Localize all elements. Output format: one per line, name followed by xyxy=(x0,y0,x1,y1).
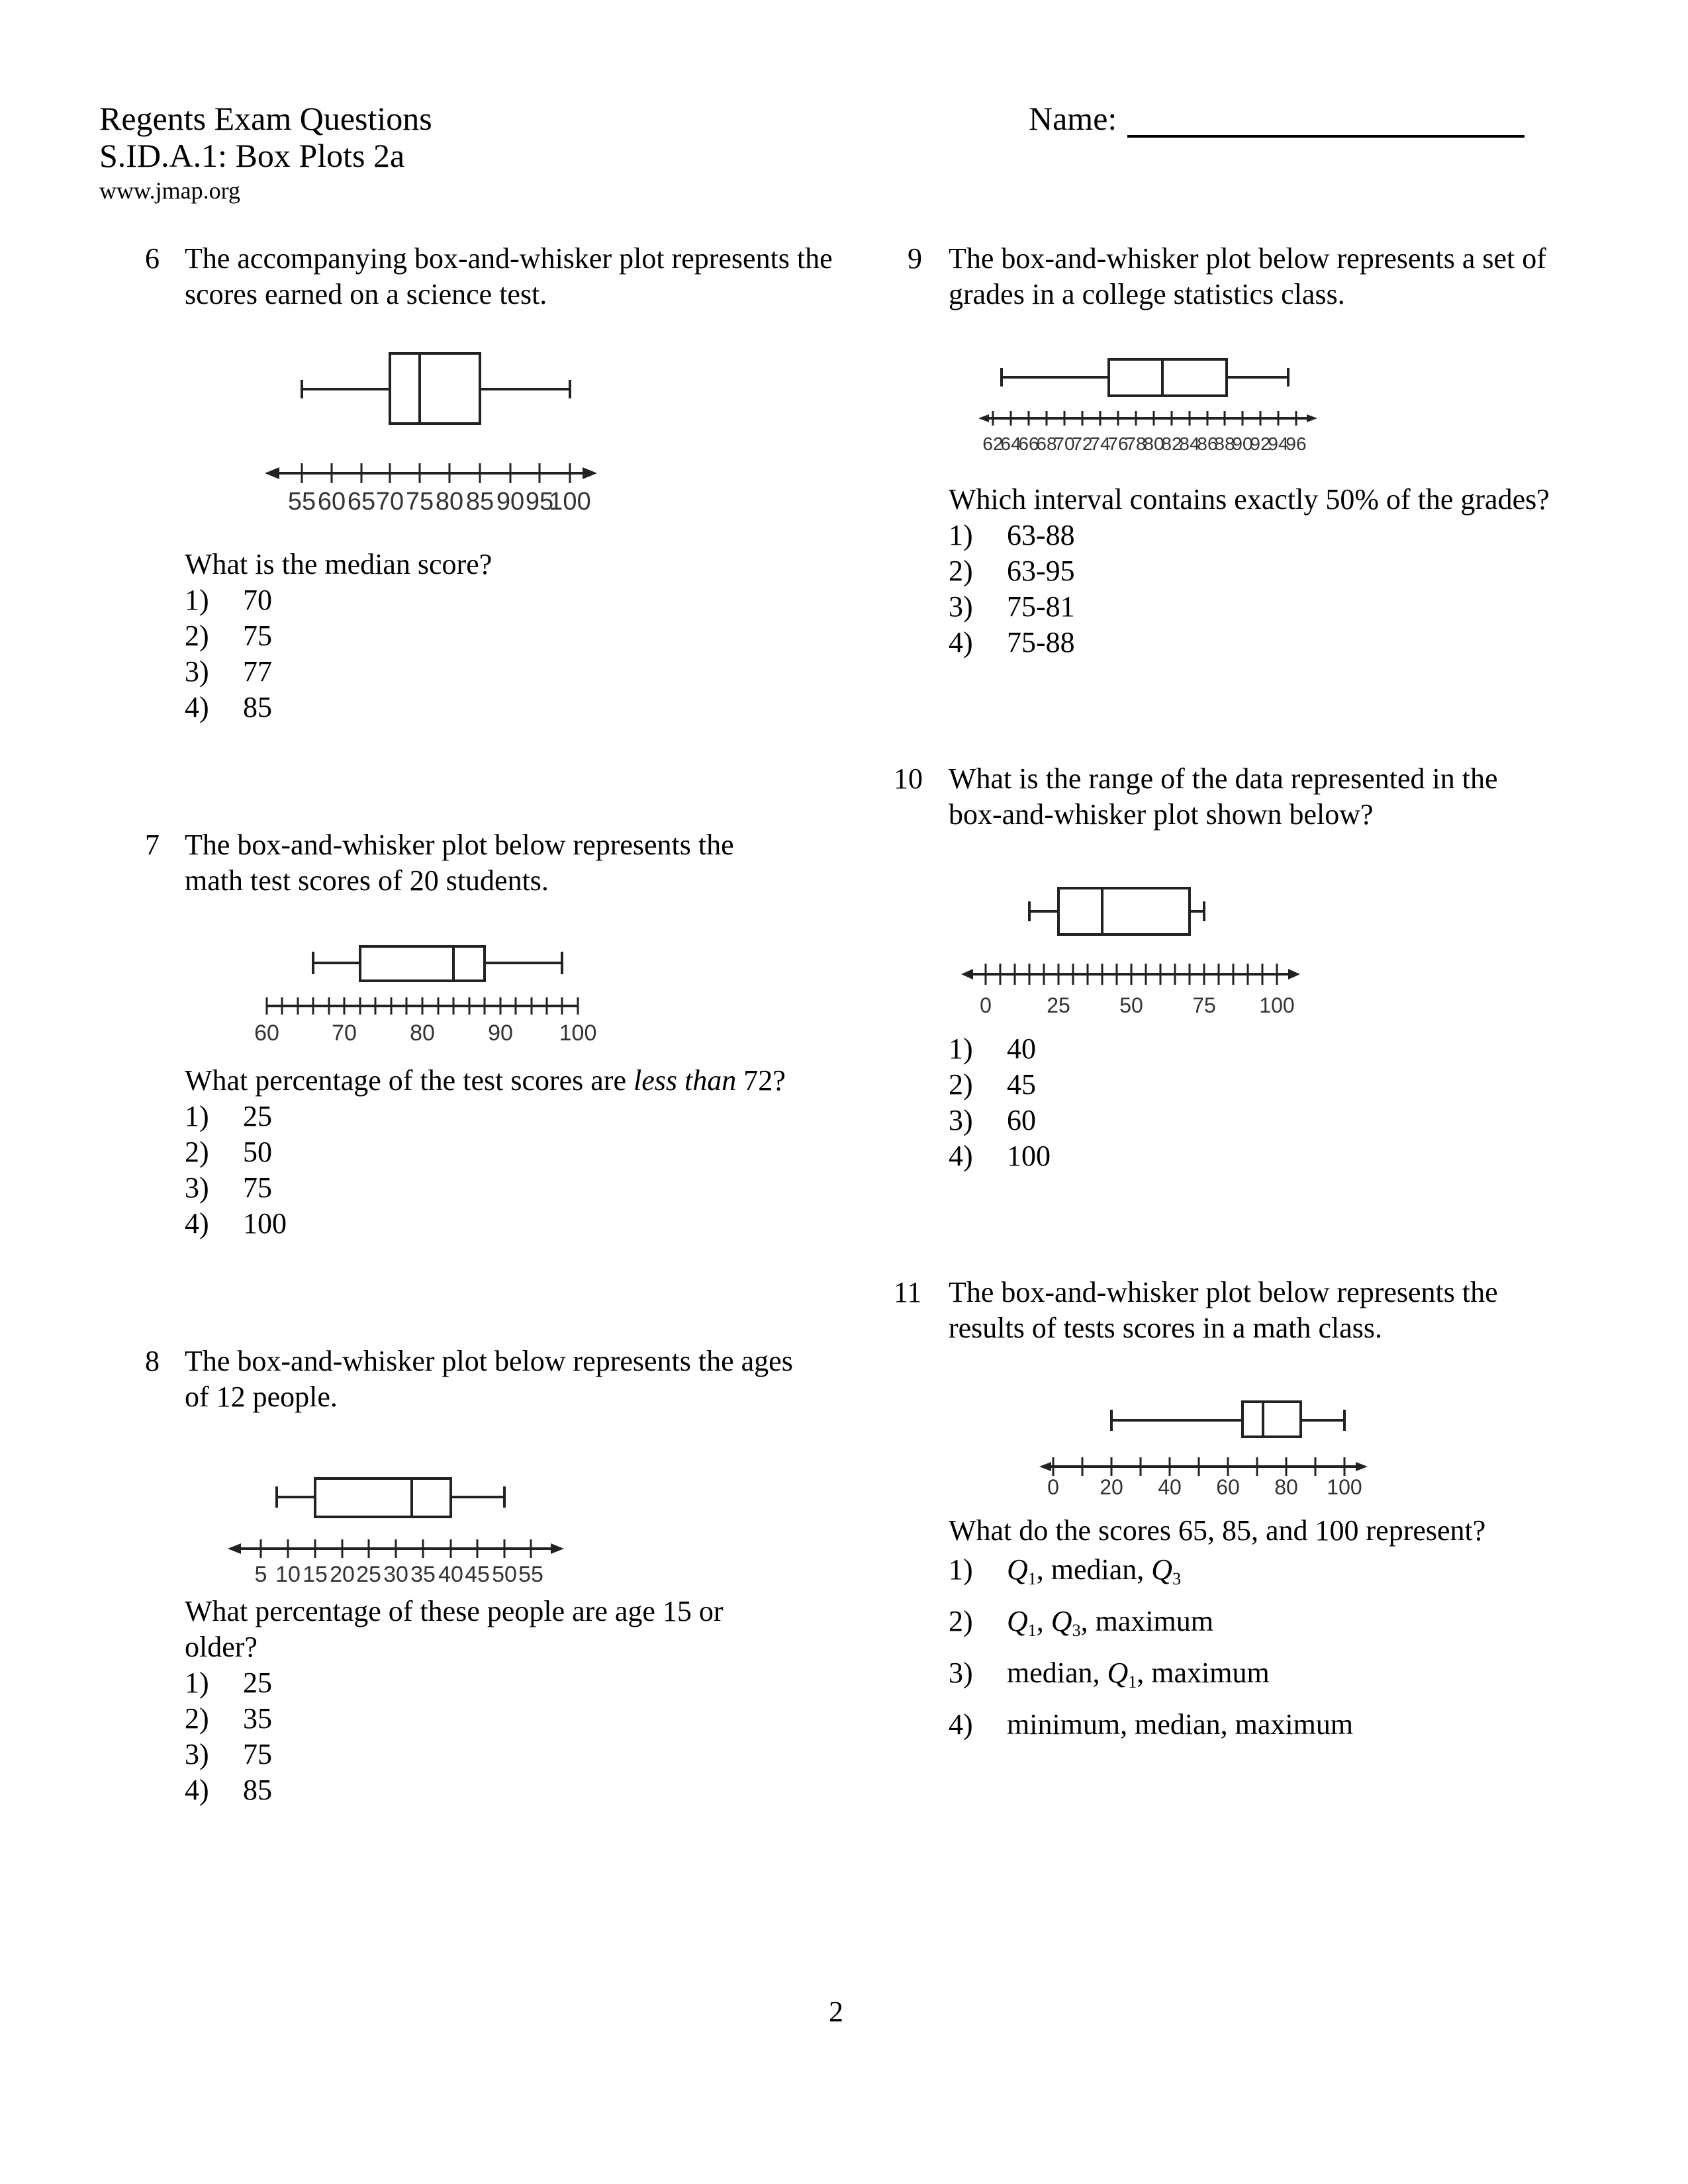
answer-choice[interactable]: 2) 50 xyxy=(185,1136,272,1168)
question-9-choices xyxy=(949,518,1075,660)
svg-text:70: 70 xyxy=(375,488,404,516)
tick-label: 55 xyxy=(287,488,316,516)
svg-text:35: 35 xyxy=(410,1562,436,1587)
question-8-text: The box-and-whisker plot below represents the ages of 12 people. xyxy=(185,1345,793,1413)
svg-text:96: 96 xyxy=(1286,433,1307,454)
svg-text:25: 25 xyxy=(1047,993,1070,1017)
answer-choice[interactable]: 1) 25 xyxy=(185,1100,272,1132)
svg-text:20: 20 xyxy=(330,1562,355,1587)
answer-choice[interactable]: 2) 45 xyxy=(949,1068,1036,1101)
svg-text:10: 10 xyxy=(275,1562,301,1587)
svg-text:25: 25 xyxy=(356,1562,381,1587)
answer-choice[interactable]: 3) median, $Q_1$, maximum xyxy=(949,1657,1270,1692)
svg-text:76: 76 xyxy=(1107,433,1129,454)
svg-text:80: 80 xyxy=(410,1021,435,1046)
answer-choice[interactable]: 3) 75-81 xyxy=(949,590,1075,623)
question-11-choices xyxy=(949,1549,1353,1746)
svg-text:64: 64 xyxy=(1000,433,1021,454)
question-7-box-plot xyxy=(252,933,755,1046)
svg-text:88: 88 xyxy=(1214,433,1235,454)
question-8-number: 8 xyxy=(145,1345,160,1377)
name-label: Name: xyxy=(1029,100,1117,137)
website: www.jmap.org xyxy=(99,177,240,204)
svg-text:72: 72 xyxy=(1072,433,1093,454)
name-blank-line[interactable] xyxy=(1127,105,1524,138)
svg-text:92: 92 xyxy=(1250,433,1271,454)
svg-text:84: 84 xyxy=(1179,433,1200,454)
answer-choice[interactable]: 4) 100 xyxy=(949,1140,1051,1172)
page-number: 2 xyxy=(829,1995,843,2028)
svg-text:55: 55 xyxy=(518,1562,543,1587)
question-8-choices xyxy=(185,1665,272,1808)
answer-choice[interactable]: 4) minimum, median, maximum xyxy=(949,1708,1354,1741)
answer-choice[interactable]: 2) 75 xyxy=(185,619,272,652)
svg-text:5: 5 xyxy=(254,1562,267,1587)
answer-choice[interactable]: 1) 25 xyxy=(185,1666,272,1699)
answer-choice[interactable]: 3) 75 xyxy=(185,1738,272,1770)
question-8-box-plot xyxy=(222,1456,792,1592)
svg-text:80: 80 xyxy=(1143,433,1164,454)
question-8-prompt: What percentage of these people are age 15 or older? xyxy=(185,1595,724,1663)
svg-text:82: 82 xyxy=(1161,433,1182,454)
answer-choice[interactable]: 3) 60 xyxy=(949,1104,1036,1136)
answer-choice[interactable]: 2) $Q_1$, $Q_3$, maximum xyxy=(949,1605,1213,1640)
answer-choice[interactable]: 3) 75 xyxy=(185,1171,272,1204)
worksheet-subtitle: S.ID.A.1: Box Plots 2a xyxy=(99,137,405,174)
answer-choice[interactable]: 2) 35 xyxy=(185,1702,272,1735)
question-11-text: The box-and-whisker plot below represents the results of tests scores in a math class. xyxy=(949,1276,1498,1344)
answer-choice[interactable]: 1) $Q_1$, median, $Q_3$ xyxy=(949,1553,1182,1588)
question-11-number: 11 xyxy=(894,1276,922,1308)
svg-text:62: 62 xyxy=(982,433,1004,454)
question-11-box-plot xyxy=(1033,1383,1523,1506)
svg-text:70: 70 xyxy=(332,1021,357,1046)
name-field[interactable] xyxy=(1029,99,1524,138)
question-10-number: 10 xyxy=(894,762,923,795)
svg-text:75: 75 xyxy=(1192,993,1216,1017)
worksheet-title: Regents Exam Questions xyxy=(99,100,432,137)
svg-text:100: 100 xyxy=(1327,1475,1362,1499)
svg-text:60: 60 xyxy=(317,488,346,516)
svg-text:60: 60 xyxy=(254,1021,279,1046)
svg-text:75: 75 xyxy=(405,488,434,516)
svg-text:100: 100 xyxy=(1259,993,1295,1017)
svg-text:90: 90 xyxy=(496,488,525,516)
svg-text:80: 80 xyxy=(1274,1475,1298,1499)
answer-choice[interactable]: 1) 63-88 xyxy=(949,519,1075,551)
answer-choice[interactable]: 2) 63-95 xyxy=(949,555,1075,587)
svg-text:80: 80 xyxy=(435,488,464,516)
answer-choice[interactable]: 4) 75-88 xyxy=(949,626,1075,659)
question-9-prompt: Which interval contains exactly 50% of the grades? xyxy=(949,483,1550,516)
answer-choice[interactable]: 1) 70 xyxy=(185,584,272,616)
question-9-box-plot xyxy=(973,351,1569,460)
question-6-text: The accompanying box-and-whisker plot represents the scores earned on a science test. xyxy=(185,242,833,310)
svg-text:65: 65 xyxy=(347,488,376,516)
question-10-box-plot xyxy=(956,868,1591,1024)
question-6-choices xyxy=(185,582,272,725)
question-10-text: What is the range of the data represented in the box-and-whisker plot shown below? xyxy=(949,762,1498,831)
svg-text:85: 85 xyxy=(465,488,494,516)
svg-text:45: 45 xyxy=(465,1562,490,1587)
svg-text:78: 78 xyxy=(1125,433,1147,454)
answer-choice[interactable]: 3) 77 xyxy=(185,655,272,688)
svg-text:100: 100 xyxy=(549,488,591,516)
question-7-choices xyxy=(185,1099,287,1242)
svg-text:30: 30 xyxy=(383,1562,408,1587)
svg-text:50: 50 xyxy=(1119,993,1143,1017)
svg-text:90: 90 xyxy=(1232,433,1253,454)
question-10-choices xyxy=(949,1031,1051,1174)
answer-choice[interactable]: 1) 40 xyxy=(949,1032,1036,1065)
svg-text:40: 40 xyxy=(1158,1475,1182,1499)
answer-choice[interactable]: 4) 85 xyxy=(185,1774,272,1806)
question-11-prompt: What do the scores 65, 85, and 100 represent? xyxy=(949,1514,1486,1547)
question-9-number: 9 xyxy=(908,242,922,275)
answer-choice[interactable]: 4) 100 xyxy=(185,1207,287,1240)
svg-text:0: 0 xyxy=(1047,1475,1059,1499)
svg-text:90: 90 xyxy=(488,1021,513,1046)
question-9-text: The box-and-whisker plot below represents a set of grades in a college statistics class. xyxy=(949,242,1546,310)
question-6-prompt: What is the median score? xyxy=(185,548,492,580)
svg-text:100: 100 xyxy=(559,1021,597,1046)
svg-text:66: 66 xyxy=(1018,433,1039,454)
svg-text:86: 86 xyxy=(1197,433,1218,454)
question-7-text: The box-and-whisker plot below represents the math test scores of 20 students. xyxy=(185,829,734,897)
svg-text:0: 0 xyxy=(980,993,992,1017)
answer-choice[interactable]: 4) 85 xyxy=(185,691,272,723)
question-7-number: 7 xyxy=(145,829,160,861)
question-6-number: 6 xyxy=(145,242,160,275)
svg-text:20: 20 xyxy=(1100,1475,1123,1499)
svg-text:70: 70 xyxy=(1054,433,1075,454)
svg-text:50: 50 xyxy=(492,1562,517,1587)
question-7-prompt: What percentage of the test scores are less than 72? xyxy=(185,1064,786,1097)
svg-text:15: 15 xyxy=(303,1562,328,1587)
svg-text:68: 68 xyxy=(1036,433,1057,454)
svg-text:60: 60 xyxy=(1216,1475,1240,1499)
svg-text:95: 95 xyxy=(525,488,554,516)
svg-text:94: 94 xyxy=(1268,433,1289,454)
svg-text:74: 74 xyxy=(1090,433,1111,454)
question-6-box-plot xyxy=(258,344,755,520)
svg-text:40: 40 xyxy=(438,1562,463,1587)
